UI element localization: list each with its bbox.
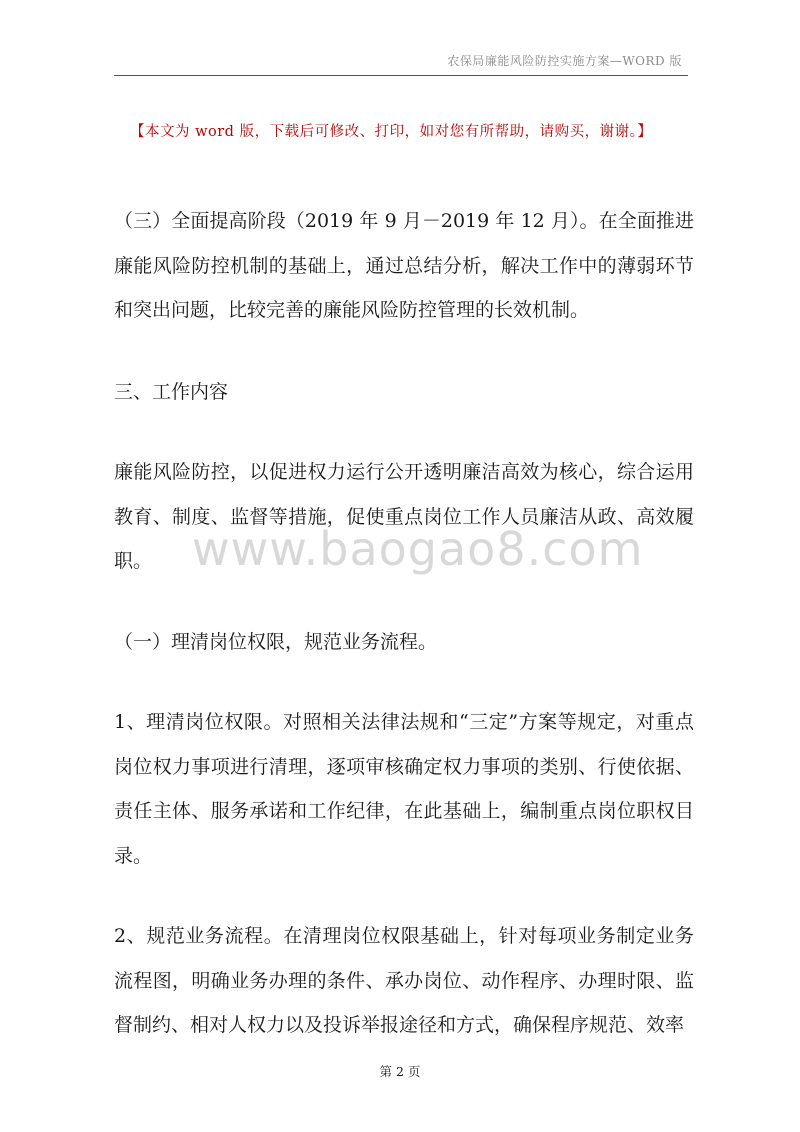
header-divider (114, 75, 688, 76)
download-notice: 【本文为 word 版，下载后可修改、打印，如对您有所帮助，请购买，谢谢。】 (130, 124, 653, 140)
document-body (114, 199, 694, 1048)
header-title: 农保局廉能风险防控实施方案—WORD 版 (447, 54, 682, 68)
paragraph-intro: 廉能风险防控，以促进权力运行公开透明廉洁高效为核心，综合运用教育、制度、监督等措施，促使重点岗位工作人员廉洁从政、高效履职。 (114, 461, 694, 572)
paragraph-item-two: 2、规范业务流程。在清理岗位权限基础上，针对每项业务制定业务流程图，明确业务办理的条件、承办岗位、动作程序、办理时限、监督制约、相对人权力以及投诉举报途径和方式，确保程序规范、效率 (114, 925, 694, 1036)
paragraph-phase-three: （三）全面提高阶段（2019 年 9 月－2019 年 12 月）。在全面推进廉能风险防控机制的基础上，通过总结分析，解决工作中的薄弱环节和突出问题，比较完善的廉能风险防控管理的长效机制。 (114, 210, 694, 321)
watermark: www.baogao8.com (192, 522, 644, 576)
page-number: 第 2 页 (379, 1064, 421, 1079)
subsection-heading-one: （一）理清岗位权限，规范业务流程。 (114, 630, 438, 653)
section-heading-work-content: 三、工作内容 (114, 380, 229, 403)
paragraph-item-one: 1、理清岗位权限。对照相关法律法规和“三定”方案等规定，对重点岗位权力事项进行清理，逐项审核确定权力事项的类别、行使依据、责任主体、服务承诺和工作纪律，在此基础上，编制重点岗位职权目录。 (114, 711, 694, 867)
